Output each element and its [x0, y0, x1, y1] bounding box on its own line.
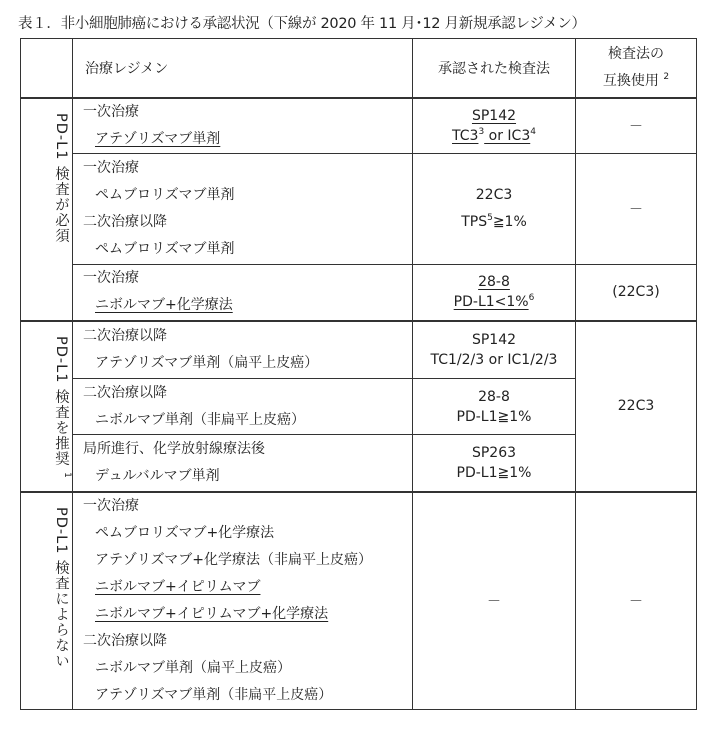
test-text: SP142 — [471, 331, 517, 348]
regimen-cell — [73, 154, 413, 265]
regimen-line: 二次治療以降 — [83, 214, 167, 230]
interchange-cell — [576, 98, 697, 154]
test-line — [413, 272, 575, 292]
regimen-drug: ニボルマブ単剤（扁平上皮癌） — [95, 659, 291, 676]
test-text: PD-L1<1% — [453, 294, 529, 311]
regimen-line: 一次治療 — [83, 160, 139, 176]
interchange-text: (22C3) — [612, 284, 660, 301]
test-text: 28-8 — [478, 274, 510, 291]
regimen-text: アテゾリズマブ単剤 — [95, 131, 221, 147]
regimen-text: ニボルマブ+イピリムマブ+化学療法 — [95, 605, 329, 622]
interchange-cell — [576, 492, 697, 710]
test-text: TC3 — [452, 128, 479, 144]
interchange-text: 22C3 — [617, 398, 655, 414]
test-cell — [413, 379, 576, 435]
regimen-drug — [73, 601, 412, 628]
approval-table — [20, 38, 697, 710]
test-text: 28-8 — [478, 388, 510, 405]
regimen-drug: アテゾリズマブ単剤（扁平上皮癌） — [95, 354, 319, 371]
test-text: － — [487, 593, 501, 610]
group-label-cell — [21, 321, 73, 492]
test-text: ≧1% — [492, 214, 527, 230]
test-cell — [413, 154, 576, 265]
regimen-drug: ペムブロリズマブ+化学療法 — [95, 524, 275, 541]
test-line — [413, 209, 575, 236]
test-cell — [413, 98, 576, 154]
regimen-drug: アテゾリズマブ単剤（非扁平上皮癌） — [95, 686, 333, 703]
table-header-row — [21, 39, 697, 99]
test-cell — [413, 321, 576, 379]
regimen-line: 一次治療 — [83, 497, 139, 514]
group-label-cell — [21, 98, 73, 321]
footnote-ref: 3 — [478, 127, 485, 137]
regimen-line: 二次治療以降 — [83, 632, 167, 649]
regimen-drug: ニボルマブ単剤（非扁平上皮癌） — [95, 411, 305, 428]
regimen-cell — [73, 492, 413, 710]
regimen-cell — [73, 98, 413, 154]
regimen-line: 二次治療以降 — [83, 384, 167, 401]
test-line — [413, 350, 575, 370]
test-text: or IC3 — [484, 128, 531, 144]
test-line — [413, 292, 575, 312]
regimen-line: 二次治療以降 — [83, 327, 167, 344]
header-test: 承認された検査法 — [413, 39, 576, 99]
test-text: TC1/2/3 or IC1/2/3 — [430, 351, 558, 368]
interchange-text: － — [629, 593, 643, 610]
regimen-drug: デュルバルマブ単剤 — [95, 467, 220, 484]
test-line — [413, 387, 575, 407]
footnote-ref: 6 — [528, 293, 535, 304]
header-interchange — [576, 39, 697, 99]
footnote-ref: 1 — [62, 471, 72, 479]
table-row — [21, 492, 697, 710]
test-cell — [413, 435, 576, 492]
test-cell — [413, 492, 576, 710]
test-line — [413, 443, 575, 463]
regimen-drug: アテゾリズマブ+化学療法（非扁平上皮癌） — [95, 551, 373, 568]
table-row — [21, 98, 697, 154]
test-text: 22C3 — [475, 187, 513, 203]
test-text: SP263 — [471, 444, 517, 461]
regimen-text: ニボルマブ+化学療法 — [95, 297, 233, 314]
test-text: SP142 — [471, 108, 517, 124]
regimen-drug — [73, 292, 412, 319]
interchange-text: － — [629, 202, 643, 218]
test-text: TPS — [461, 214, 488, 230]
interchange-cell — [576, 321, 697, 492]
regimen-drug — [73, 126, 412, 153]
test-line — [413, 463, 575, 483]
header-interchange-line2: 互換使用 — [602, 73, 659, 89]
footnote-ref: 4 — [530, 127, 536, 137]
regimen-drug — [73, 574, 412, 601]
interchange-cell — [576, 154, 697, 265]
header-blank — [21, 39, 73, 99]
header-regimen: 治療レジメン — [73, 39, 413, 99]
header-interchange-line1: 検査法の — [608, 46, 664, 62]
table-row — [21, 265, 697, 321]
test-line — [413, 182, 575, 209]
test-cell — [413, 265, 576, 321]
regimen-cell — [73, 435, 413, 492]
regimen-line: 一次治療 — [83, 270, 139, 287]
interchange-text: － — [629, 119, 643, 135]
footnote-ref: 2 — [663, 72, 670, 82]
regimen-text: ニボルマブ+イピリムマブ — [95, 578, 261, 595]
test-line — [413, 407, 575, 427]
table-row — [21, 154, 697, 265]
footnote-ref: 5 — [487, 213, 493, 223]
regimen-line: 一次治療 — [83, 104, 139, 120]
test-line — [413, 126, 575, 146]
interchange-cell — [576, 265, 697, 321]
test-text: PD-L1≧1% — [456, 408, 532, 425]
test-text: PD-L1≧1% — [456, 464, 532, 481]
regimen-drug: ペムブロリズマブ単剤 — [95, 241, 235, 257]
group-label-cell — [21, 492, 73, 710]
regimen-cell — [73, 265, 413, 321]
test-line — [413, 106, 575, 126]
group-label: PD-L1 検査を推奨 — [53, 335, 69, 467]
group-label: PD-L1 検査によらない — [53, 506, 69, 669]
test-line — [413, 330, 575, 350]
group-label: PD-L1 検査が必須 — [53, 113, 69, 244]
regimen-cell — [73, 379, 413, 435]
regimen-line: 局所進行、化学放射線療法後 — [83, 440, 265, 457]
regimen-drug: ペムブロリズマブ単剤 — [95, 187, 235, 203]
regimen-cell — [73, 321, 413, 379]
table-row — [21, 321, 697, 379]
table-caption: 表１．非小細胞肺癌における承認状況（下線が 2020 年 11 月･12 月新規承認レジメン） — [18, 16, 586, 32]
